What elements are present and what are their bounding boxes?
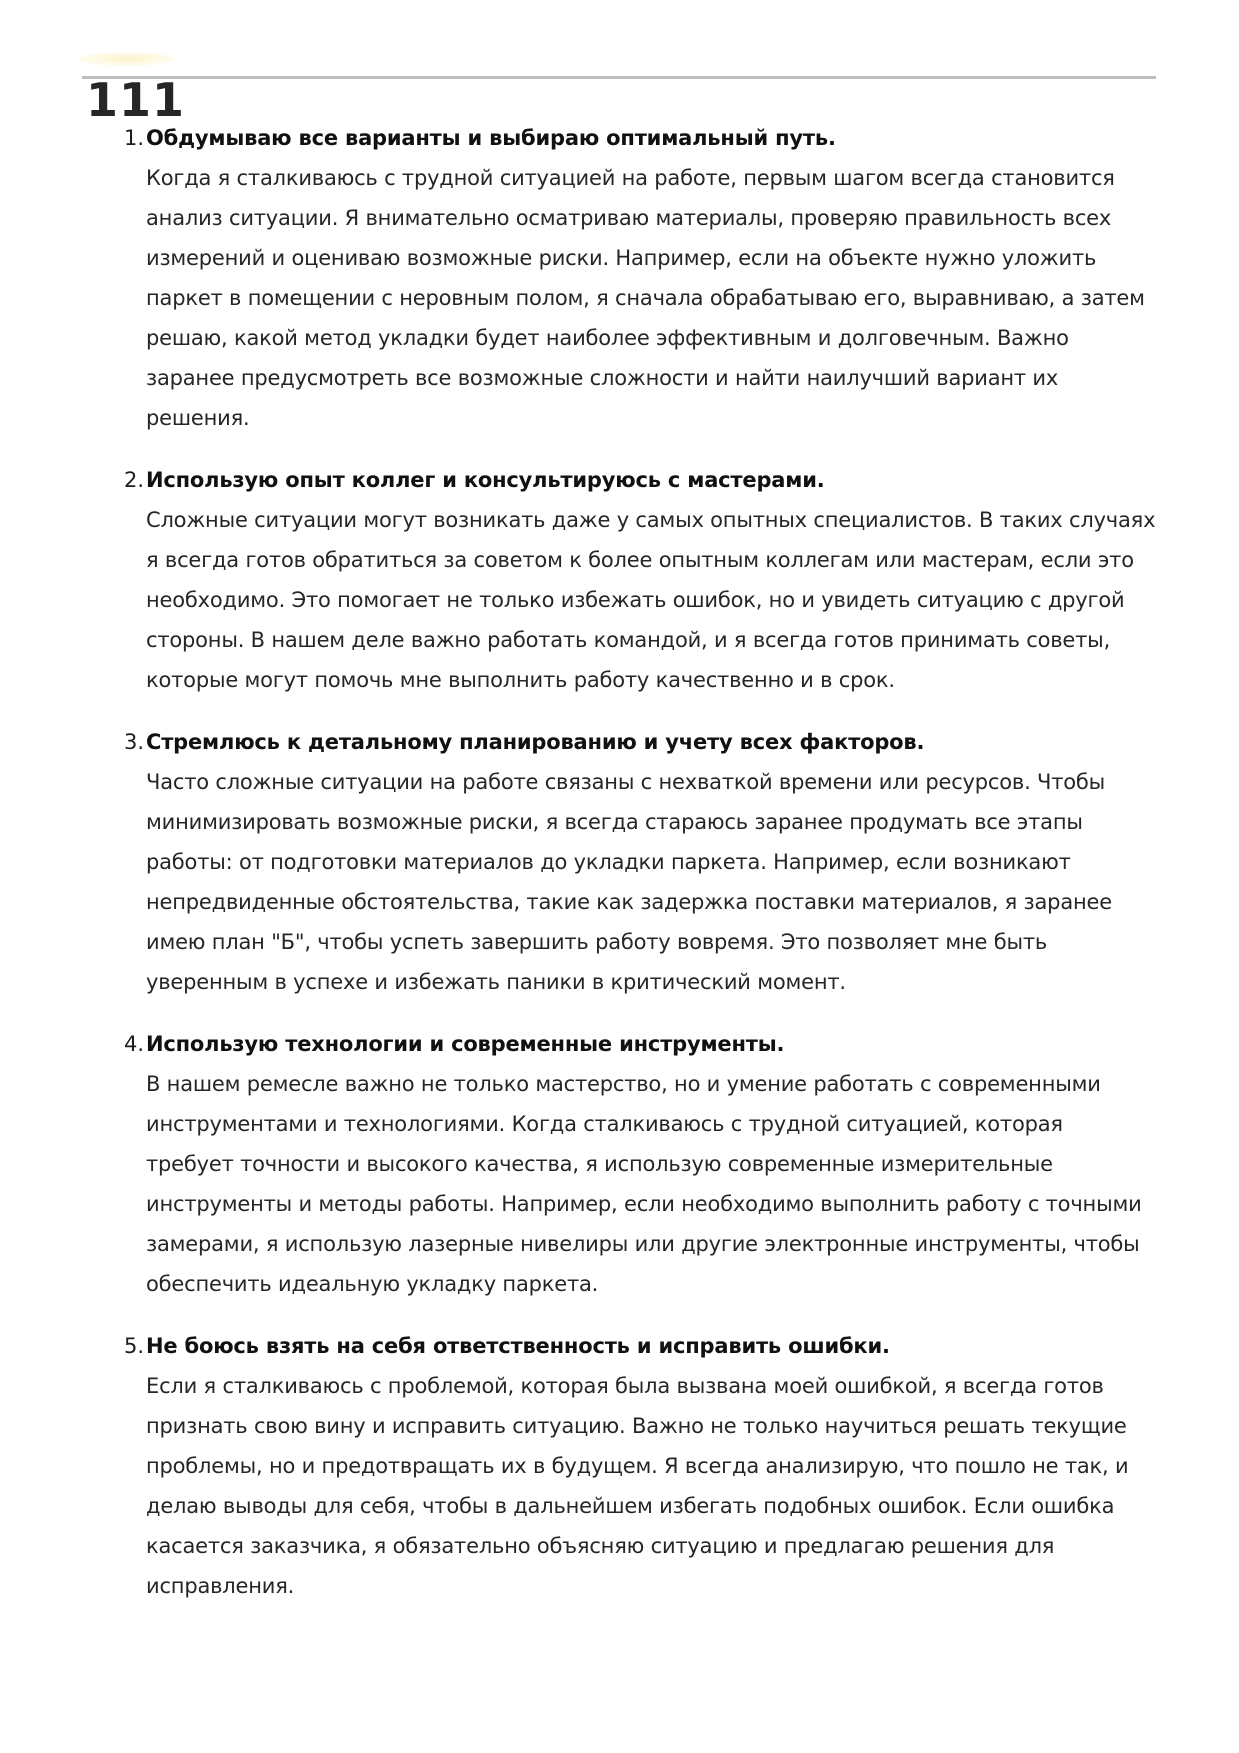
list-item-number: 4. xyxy=(123,1032,144,1056)
list-item xyxy=(123,1326,1156,1606)
list-item-title: Обдумываю все варианты и выбираю оптимальный путь. xyxy=(146,126,836,150)
list-item-number: 3. xyxy=(123,730,144,754)
list-item-number: 5. xyxy=(123,1334,144,1358)
header-highlight xyxy=(78,52,176,66)
list-item-text: Если я сталкиваюсь с проблемой, которая была вызвана моей ошибкой, я всегда готов признать свою вину и исправить ситуацию. Важно не только научиться решать текущие проблемы, но и предотвращать их в будущем. Я всегда анализирую, что пошло не так, и делаю выводы для себя, чтобы в дальнейшем избегать подобных ошибок. Если ошибка касается заказчика, я обязательно объясняю ситуацию и предлагаю решения для исправления. xyxy=(146,1374,1129,1598)
list-item-text: Сложные ситуации могут возникать даже у самых опытных специалистов. В таких случаях я всегда готов обратиться за советом к более опытным коллегам или мастерам, если это необходимо. Это помогает не только избежать ошибок, но и увидеть ситуацию с другой стороны. В нашем деле важно работать командой, и я всегда готов принимать советы, которые могут помочь мне выполнить работу качественно и в срок. xyxy=(146,508,1156,692)
list-item-title: Использую опыт коллег и консультируюсь с мастерами. xyxy=(146,468,825,492)
list-item xyxy=(123,118,1156,438)
list-item xyxy=(123,722,1156,1002)
list-item-text: Часто сложные ситуации на работе связаны с нехваткой времени или ресурсов. Чтобы минимизировать возможные риски, я всегда стараюсь заранее продумать все этапы работы: от подготовки материалов до укладки паркета. Например, если возникают непредвиденные обстоятельства, такие как задержка поставки материалов, я заранее имею план "Б", чтобы успеть завершить работу вовремя. Это позволяет мне быть уверенным в успехе и избежать паники в критический момент. xyxy=(146,770,1112,994)
document-body xyxy=(0,118,1239,1628)
list-item-text: Когда я сталкиваюсь с трудной ситуацией на работе, первым шагом всегда становится анализ ситуации. Я внимательно осматриваю материалы, проверяю правильность всех измерений и оцениваю возможные риски. Например, если на объекте нужно уложить паркет в помещении с неровным полом, я сначала обрабатываю его, выравниваю, а затем решаю, какой метод укладки будет наиболее эффективным и долговечным. Важно заранее предусмотреть все возможные сложности и найти наилучший вариант их решения. xyxy=(146,166,1145,430)
list-item-text: В нашем ремесле важно не только мастерство, но и умение работать с современными инструментами и технологиями. Когда сталкиваюсь с трудной ситуацией, которая требует точности и высокого качества, я использую современные измерительные инструменты и методы работы. Например, если необходимо выполнить работу с точными замерами, я использую лазерные нивелиры или другие электронные инструменты, чтобы обеспечить идеальную укладку паркета. xyxy=(146,1072,1142,1296)
list-item-title: Использую технологии и современные инструменты. xyxy=(146,1032,785,1056)
list-item-title: Не боюсь взять на себя ответственность и исправить ошибки. xyxy=(146,1334,890,1358)
header-rule xyxy=(82,76,1156,79)
list-item-number: 2. xyxy=(123,468,144,492)
list-item xyxy=(123,460,1156,700)
list-item xyxy=(123,1024,1156,1304)
list-item-number: 1. xyxy=(123,126,144,150)
page-number: 111 xyxy=(86,73,186,127)
list-item-title: Стремлюсь к детальному планированию и учету всех факторов. xyxy=(146,730,925,754)
